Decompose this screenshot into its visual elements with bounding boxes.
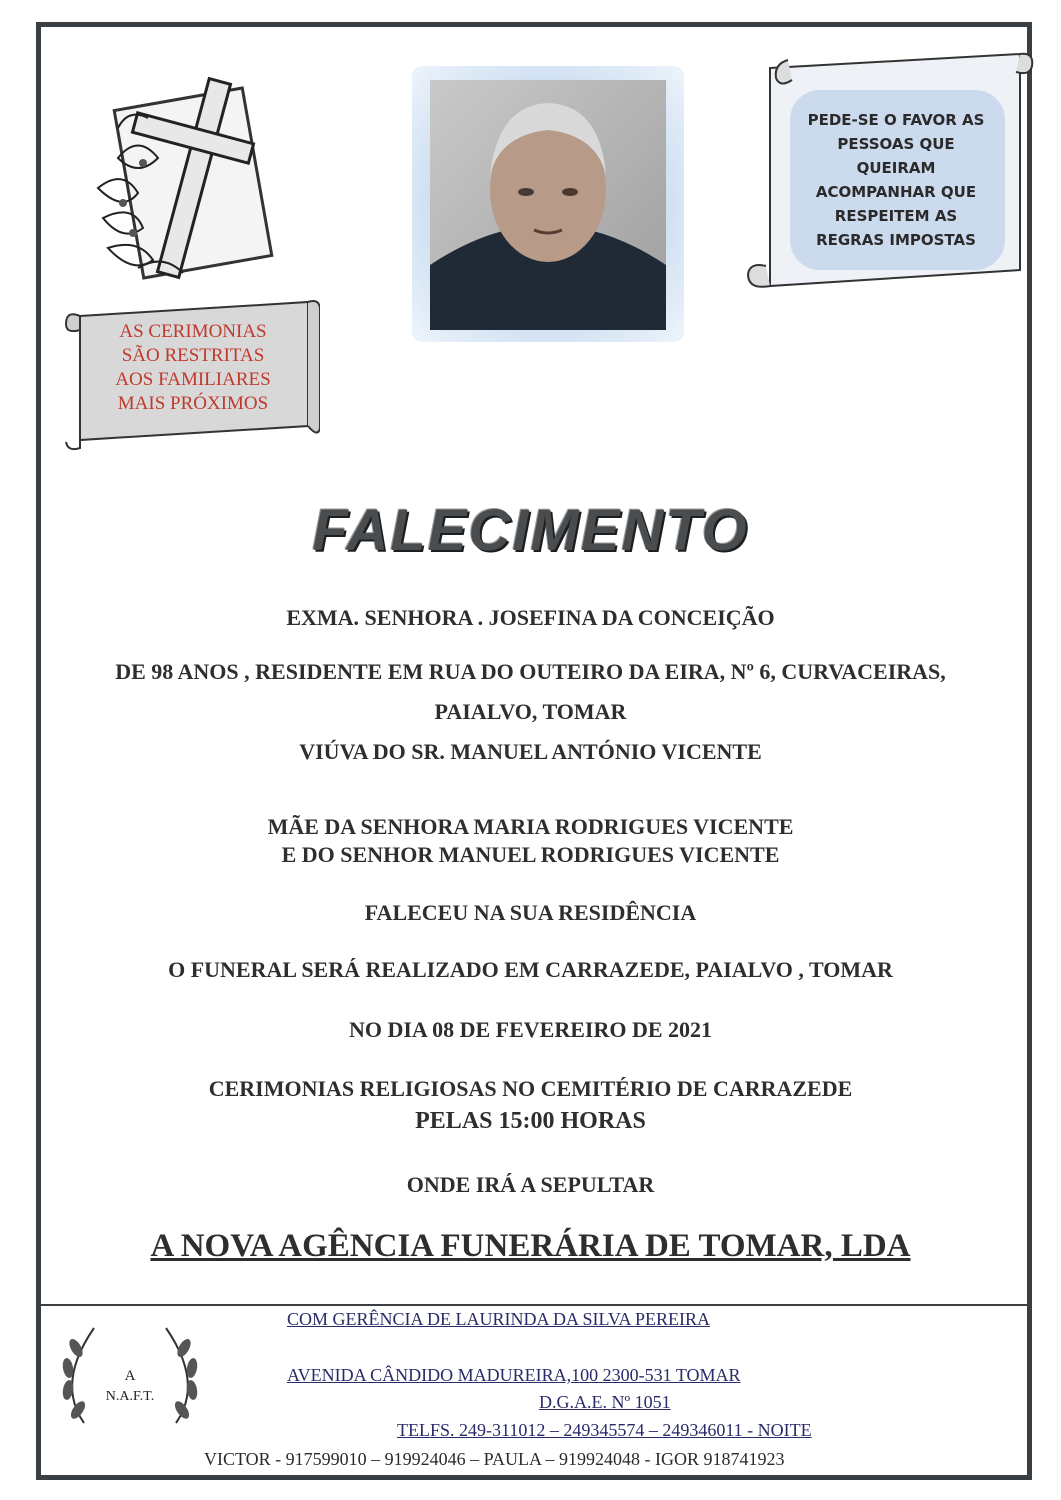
footer-divider (41, 1304, 1027, 1306)
banner-right-line: REGRAS IMPOSTAS (816, 231, 976, 249)
logo-letter: A (124, 1368, 136, 1384)
address-line: AVENIDA CÂNDIDO MADUREIRA,100 2300-531 TOMAR (287, 1365, 741, 1385)
cross-with-lilies-illustration (88, 68, 288, 288)
banner-right-line: PESSOAS QUE (837, 135, 955, 153)
deceased-name-line: EXMA. SENHORA . JOSEFINA DA CONCEIÇÃO (286, 605, 775, 630)
rules-request-banner (740, 50, 1036, 310)
notice-title: FALECIMENTO (312, 498, 749, 563)
agency-name: A NOVA AGÊNCIA FUNERÁRIA DE TOMAR, LDA (150, 1228, 911, 1264)
logo-acronym: N.A.F.T. (105, 1389, 155, 1404)
died-line: FALECEU NA SUA RESIDÊNCIA (364, 900, 697, 925)
mother-line-1: MÃE DA SENHORA MARIA RODRIGUES VICENTE (267, 814, 794, 839)
banner-left-line: AOS FAMILIARES (115, 369, 271, 390)
banner-right-line: ACOMPANHAR QUE (815, 183, 977, 201)
agency-laurel-logo (54, 1318, 206, 1438)
widow-line: VIÚVA DO SR. MANUEL ANTÓNIO VICENTE (299, 739, 762, 764)
management-line: COM GERÊNCIA DE LAURINDA DA SILVA PEREIRA (287, 1309, 711, 1329)
age-address-line: DE 98 ANOS , RESIDENTE EM RUA DO OUTEIRO DA EIRA, Nº 6, CURVACEIRAS, (115, 659, 946, 684)
ceremony-time-line: PELAS 15:00 HORAS (415, 1108, 646, 1134)
phones-line: TELFS. 249-311012 – 249345574 – 249346011 - NOITE (397, 1420, 812, 1440)
portrait-photo (430, 80, 666, 330)
dgae-line: D.G.A.E. Nº 1051 (539, 1392, 671, 1412)
restricted-ceremonies-banner (58, 298, 320, 458)
portrait-frame (412, 66, 684, 342)
banner-right-line: QUEIRAM (856, 159, 936, 177)
contacts-line: VICTOR - 917599010 – 919924046 – PAULA – 919924048 - IGOR 918741923 (204, 1449, 785, 1469)
funeral-date-line: NO DIA 08 DE FEVEREIRO DE 2021 (348, 1017, 713, 1042)
burial-line: ONDE IRÁ A SEPULTAR (406, 1172, 655, 1197)
mother-line-2: E DO SENHOR MANUEL RODRIGUES VICENTE (281, 842, 780, 867)
address-continuation: PAIALVO, TOMAR (434, 699, 627, 724)
banner-left-line: AS CERIMONIAS (119, 321, 267, 342)
ceremony-line: CERIMONIAS RELIGIOSAS NO CEMITÉRIO DE CARRAZEDE (208, 1076, 853, 1101)
banner-left-line: MAIS PRÓXIMOS (117, 393, 269, 414)
funeral-location-line: O FUNERAL SERÁ REALIZADO EM CARRAZEDE, PAIALVO , TOMAR (168, 957, 893, 982)
banner-left-line: SÃO RESTRITAS (121, 345, 265, 366)
banner-right-line: PEDE-SE O FAVOR AS (807, 111, 985, 129)
banner-right-line: RESPEITEM AS (834, 207, 958, 225)
